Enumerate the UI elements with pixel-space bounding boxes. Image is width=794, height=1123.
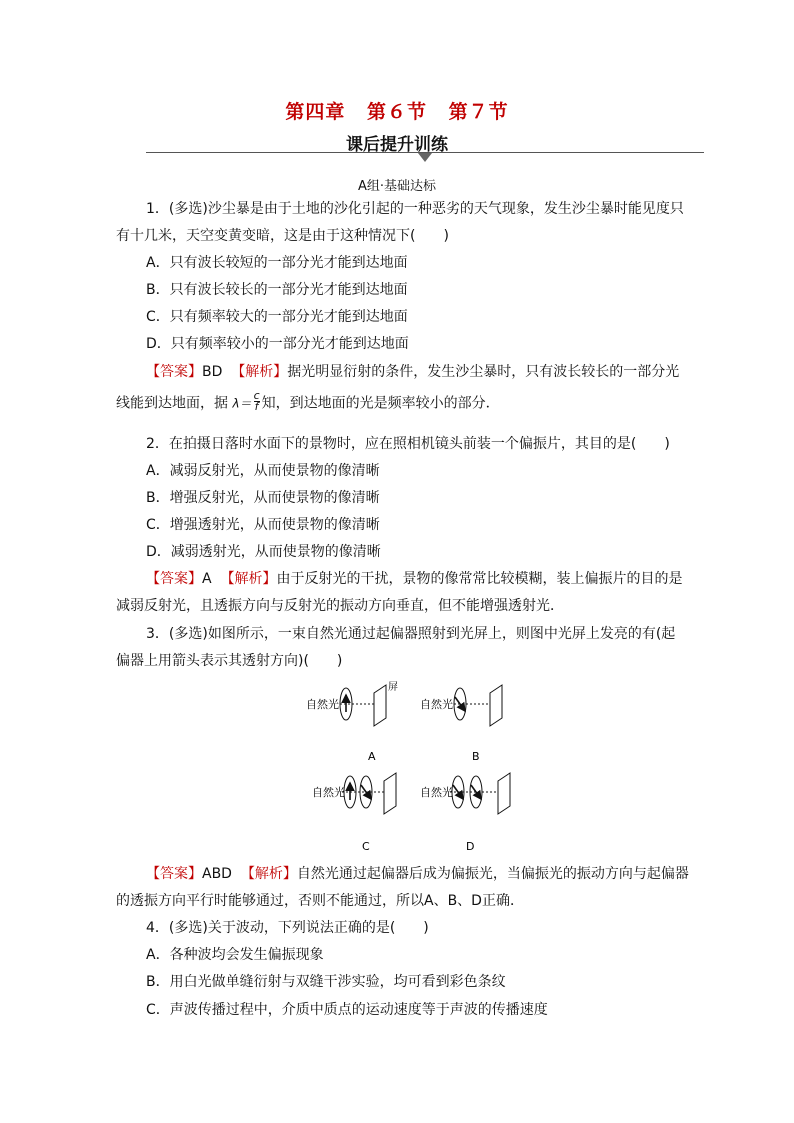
q4-option-a: A．各种波均会发生偏振现象 (146, 947, 324, 963)
q3-analysis-1: 自然光通过起偏器后成为偏振光，当偏振光的振动方向与起偏器 (296, 866, 689, 882)
q2-line-1: 2．在拍摄日落时水面下的景物时，应在照相机镜头前装一个偏振片，其目的是( ) (146, 436, 670, 452)
section-7-label: 第７节 (448, 101, 509, 123)
screen (374, 685, 386, 726)
chapter-title (0, 97, 794, 124)
q3-analysis-2: 的透振方向平行时能够通过，否则不能通过，所以A、B、D正确． (116, 893, 524, 909)
q3-answer: ABD (202, 866, 232, 882)
natural-light-label: 自然光 (312, 786, 345, 799)
panel-d (420, 773, 510, 853)
q2-option-d: D．减弱透射光，从而使景物的像清晰 (146, 544, 381, 560)
panel-label-b: B (472, 750, 480, 763)
screen (498, 773, 510, 814)
q1-option-a: A．只有波长较短的一部分光才能到达地面 (146, 255, 408, 271)
q2-analysis-2: 减弱反射光，且透振方向与反射光的振动方向垂直，但不能增强透射光． (116, 598, 564, 614)
group-label: A组·基础达标 (357, 179, 437, 194)
formula-denominator: f (254, 400, 259, 413)
q4-option-c: C．声波传播过程中，介质中质点的运动速度等于声波的传播速度 (146, 1002, 548, 1018)
q1-option-d: D．只有频率较小的一部分光才能到达地面 (146, 336, 409, 352)
q3-line-2: 偏器上用箭头表示其透射方向)( ) (116, 653, 343, 669)
q1-analysis-2b: 知，到达地面的光是频率较小的部分． (261, 395, 500, 412)
q1-answer-line (146, 362, 679, 382)
screen-label: 屏 (388, 682, 398, 693)
down-triangle-icon (418, 153, 432, 162)
page-subtitle: 课后提升训练 (346, 135, 448, 155)
q3-line-1: 3．(多选)如图所示，一束自然光通过起偏器照射到光屏上，则图中光屏上发亮的有(起 (146, 626, 676, 642)
section-6-label: 第６节 (366, 101, 427, 123)
formula-fraction (254, 391, 260, 412)
q1-line-2: 有十几米，天空变黄变暗，这是由于这种情况下( ) (116, 228, 449, 244)
q1-option-c: C．只有频率较大的一部分光才能到达地面 (146, 309, 408, 325)
analysis-tag: 【解析】 (220, 571, 277, 587)
chapter-label: 第四章 (285, 101, 346, 123)
q1-analysis-2a: 线能到达地面，据 (116, 395, 228, 412)
panel-label-d: D (466, 840, 475, 853)
panel-label-a: A (368, 750, 376, 763)
q2-answer: A (202, 571, 212, 587)
natural-light-label: 自然光 (420, 786, 453, 799)
q1-option-b: B．只有波长较长的一部分光才能到达地面 (146, 282, 408, 298)
q4-option-b: B．用白光做单缝衍射与双缝干涉实验，均可看到彩色条纹 (146, 974, 506, 990)
panel-c (312, 773, 396, 853)
screen (490, 685, 502, 726)
analysis-tag: 【解析】 (231, 364, 288, 380)
q2-analysis-1: 由于反射光的干扰，景物的像常常比较模糊，装上偏振片的目的是 (276, 571, 683, 587)
panel-label-c: C (362, 840, 370, 853)
natural-light-label: 自然光 (306, 698, 339, 711)
analysis-tag: 【解析】 (240, 866, 297, 882)
panel-b (420, 685, 502, 763)
formula-lhs: λ＝ (232, 396, 252, 411)
answer-tag: 【答案】 (146, 866, 202, 882)
formula-numerator: c (253, 389, 260, 402)
q2-option-c: C．增强透射光，从而使景物的像清晰 (146, 517, 380, 533)
natural-light-label: 自然光 (420, 698, 453, 711)
panel-a (306, 681, 398, 763)
q1-analysis-line-2 (116, 389, 500, 414)
answer-tag: 【答案】 (146, 364, 202, 380)
q3-polarizer-figure (300, 678, 530, 858)
q2-option-a: A．减弱反射光，从而使景物的像清晰 (146, 463, 380, 479)
q2-option-b: B．增强反射光，从而使景物的像清晰 (146, 490, 380, 506)
q1-analysis-1: 据光明显衍射的条件，发生沙尘暴时，只有波长较长的一部分光 (287, 364, 680, 380)
q1-line-1: 1．(多选)沙尘暴是由于土地的沙化引起的一种恶劣的天气现象，发生沙尘暴时能见度只 (146, 201, 684, 217)
answer-tag: 【答案】 (146, 571, 202, 587)
q2-answer-line (146, 569, 682, 589)
q4-line-1: 4．(多选)关于波动，下列说法正确的是( ) (146, 920, 429, 936)
q3-answer-line (146, 864, 689, 884)
screen (384, 773, 396, 814)
q1-answer: BD (202, 364, 223, 380)
